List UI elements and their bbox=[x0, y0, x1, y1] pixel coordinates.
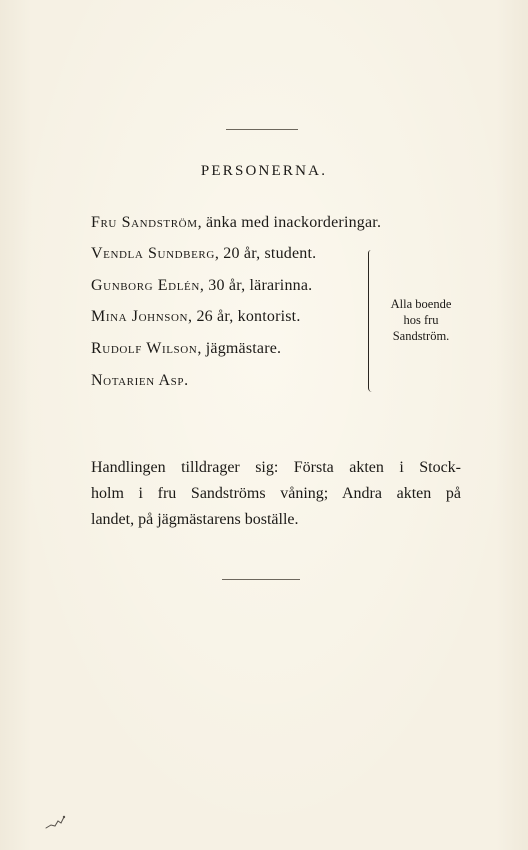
ink-mark-icon bbox=[42, 812, 72, 832]
cast-description: , 20 år, student. bbox=[214, 245, 317, 262]
cast-name: Mina Johnson bbox=[91, 308, 189, 325]
cast-description: , änka med inackorderingar. bbox=[197, 214, 382, 231]
cast-name: Gunborg Edlén bbox=[91, 277, 200, 294]
cast-description: , 26 år, kontorist. bbox=[188, 308, 301, 325]
brace-note-line: Alla boende bbox=[390, 297, 452, 311]
cast-entry-fru-sandstrom bbox=[91, 214, 381, 232]
cast-description: , 30 år, lärarinna. bbox=[199, 277, 313, 294]
cast-entry-gunborg-edlen bbox=[91, 277, 312, 295]
cast-name: Vendla Sundberg bbox=[91, 245, 215, 262]
cast-entry-vendla-sundberg bbox=[91, 245, 316, 263]
cast-name: Rudolf Wilson bbox=[91, 340, 198, 357]
cast-entry-notarien-asp bbox=[91, 372, 188, 390]
bottom-rule bbox=[222, 579, 300, 580]
top-rule bbox=[226, 129, 298, 130]
cast-name: Fru Sandström bbox=[91, 214, 198, 231]
cast-description: , jägmästare. bbox=[197, 340, 282, 357]
setting-line: holm i fru Sandströms våning; Andra akten på bbox=[91, 485, 461, 502]
setting-line: landet, på jägmästarens boställe. bbox=[91, 511, 299, 528]
page-title: PERSONERNA. bbox=[200, 163, 328, 179]
cast-entry-mina-johnson bbox=[91, 308, 301, 326]
brace-note-line: Sandström. bbox=[392, 329, 450, 343]
cast-name: Notarien Asp bbox=[91, 372, 185, 389]
grouping-brace bbox=[368, 250, 373, 392]
setting-paragraph bbox=[91, 455, 461, 533]
setting-line: Handlingen tilldrager sig: Första akten i Stock- bbox=[91, 459, 461, 476]
brace-note-line: hos fru bbox=[403, 313, 439, 327]
cast-description: . bbox=[184, 372, 189, 389]
cast-entry-rudolf-wilson bbox=[91, 340, 281, 358]
brace-note bbox=[376, 296, 466, 344]
